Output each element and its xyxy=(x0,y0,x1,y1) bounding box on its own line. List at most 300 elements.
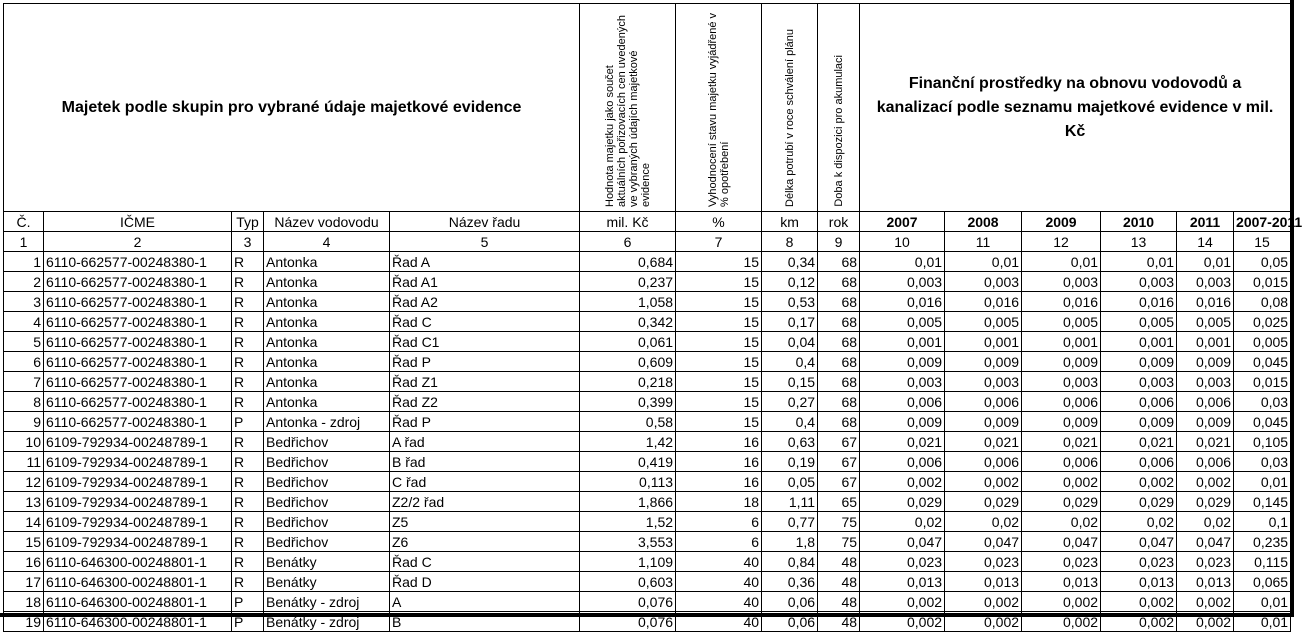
cell-col-delka[interactable]: 0,19 xyxy=(762,452,818,472)
cell-col-2007[interactable]: 0,003 xyxy=(860,372,945,392)
cell-col-2008[interactable]: 0,016 xyxy=(945,292,1022,312)
cell-col-procent[interactable]: 18 xyxy=(676,492,762,512)
cell-col-2011[interactable]: 0,013 xyxy=(1177,572,1234,592)
cell-col-procent[interactable]: 15 xyxy=(676,372,762,392)
cell-col-nazev-vodovodu[interactable]: Antonka xyxy=(264,272,390,292)
cell-col-2008[interactable]: 0,003 xyxy=(945,372,1022,392)
cell-col-cislo[interactable]: 16 xyxy=(4,552,44,572)
cell-col-2011[interactable]: 0,023 xyxy=(1177,552,1234,572)
cell-col-2007[interactable]: 0,009 xyxy=(860,352,945,372)
cell-col-2007-2011[interactable]: 0,03 xyxy=(1234,392,1291,412)
cell-col-2009[interactable]: 0,006 xyxy=(1022,392,1101,412)
cell-col-2007-2011[interactable]: 0,01 xyxy=(1234,472,1291,492)
cell-col-2011[interactable]: 0,002 xyxy=(1177,592,1234,612)
cell-col-2010[interactable]: 0,006 xyxy=(1101,392,1177,412)
cell-col-nazev-vodovodu[interactable]: Bedřichov xyxy=(264,532,390,552)
cell-col-2008[interactable]: 0,009 xyxy=(945,412,1022,432)
cell-col-2007[interactable]: 0,013 xyxy=(860,572,945,592)
cell-col-2011[interactable]: 0,003 xyxy=(1177,372,1234,392)
cell-col-rok[interactable]: 75 xyxy=(818,512,860,532)
cell-col-hodnota[interactable]: 0,399 xyxy=(580,392,676,412)
cell-col-icme[interactable]: 6109-792934-00248789-1 xyxy=(44,472,232,492)
cell-col-typ[interactable]: P xyxy=(232,592,264,612)
cell-col-nazev-radu[interactable]: C řad xyxy=(390,472,580,492)
cell-col-nazev-radu[interactable]: Řad P xyxy=(390,412,580,432)
cell-col-2011[interactable]: 0,002 xyxy=(1177,472,1234,492)
table-row xyxy=(4,412,1291,432)
cell-col-2011[interactable]: 0,003 xyxy=(1177,272,1234,292)
cell-col-2008[interactable]: 0,02 xyxy=(945,512,1022,532)
cell-col-2011[interactable]: 0,002 xyxy=(1177,612,1234,632)
cell-col-2010[interactable]: 0,029 xyxy=(1101,492,1177,512)
cell-col-2011[interactable]: 0,021 xyxy=(1177,432,1234,452)
cell-col-delka[interactable]: 0,06 xyxy=(762,592,818,612)
cell-col-hodnota[interactable]: 0,076 xyxy=(580,592,676,612)
header-wear-note-text: Vyhodnocení stavu majetku vyjádřené v % opotřebení xyxy=(706,12,731,207)
cell-col-typ[interactable]: P xyxy=(232,612,264,632)
cell-col-procent[interactable]: 40 xyxy=(676,592,762,612)
cell-col-cislo[interactable]: 2 xyxy=(4,272,44,292)
cell-col-2009[interactable]: 0,002 xyxy=(1022,472,1101,492)
cell-col-delka[interactable]: 0,4 xyxy=(762,412,818,432)
cell-col-2011[interactable]: 0,005 xyxy=(1177,312,1234,332)
header-col-2008: 2008 xyxy=(945,212,1022,232)
cell-col-hodnota[interactable]: 1,109 xyxy=(580,552,676,572)
cell-col-nazev-radu[interactable]: Řad C xyxy=(390,312,580,332)
cell-col-2010[interactable]: 0,013 xyxy=(1101,572,1177,592)
cell-col-2011[interactable]: 0,029 xyxy=(1177,492,1234,512)
cell-col-2009[interactable]: 0,02 xyxy=(1022,512,1101,532)
cell-col-2007[interactable]: 0,029 xyxy=(860,492,945,512)
cell-col-2008[interactable]: 0,029 xyxy=(945,492,1022,512)
cell-col-2007-2011[interactable]: 0,03 xyxy=(1234,452,1291,472)
cell-col-2007[interactable]: 0,003 xyxy=(860,272,945,292)
cell-col-icme[interactable]: 6109-792934-00248789-1 xyxy=(44,492,232,512)
cell-col-2011[interactable]: 0,009 xyxy=(1177,412,1234,432)
cell-col-icme[interactable]: 6110-646300-00248801-1 xyxy=(44,572,232,592)
cell-col-delka[interactable]: 0,27 xyxy=(762,392,818,412)
cell-col-delka[interactable]: 0,05 xyxy=(762,472,818,492)
cell-col-2007-2011[interactable]: 0,065 xyxy=(1234,572,1291,592)
table-row xyxy=(4,472,1291,492)
cell-col-hodnota[interactable]: 0,609 xyxy=(580,352,676,372)
cell-col-2008[interactable]: 0,009 xyxy=(945,352,1022,372)
cell-col-nazev-vodovodu[interactable]: Antonka xyxy=(264,392,390,412)
cell-col-icme[interactable]: 6109-792934-00248789-1 xyxy=(44,532,232,552)
cell-col-cislo[interactable]: 7 xyxy=(4,372,44,392)
cell-col-2009[interactable]: 0,003 xyxy=(1022,272,1101,292)
cell-col-2007[interactable]: 0,001 xyxy=(860,332,945,352)
cell-col-nazev-radu[interactable]: Řad A1 xyxy=(390,272,580,292)
cell-col-nazev-radu[interactable]: Řad P xyxy=(390,352,580,372)
cell-col-cislo[interactable]: 18 xyxy=(4,592,44,612)
cell-col-nazev-radu[interactable]: Řad A xyxy=(390,252,580,272)
cell-col-procent[interactable]: 6 xyxy=(676,512,762,532)
column-numbers-row xyxy=(4,232,1291,252)
cell-col-2009[interactable]: 0,005 xyxy=(1022,312,1101,332)
cell-col-2008[interactable]: 0,01 xyxy=(945,252,1022,272)
cell-col-typ[interactable]: R xyxy=(232,432,264,452)
cell-col-2007-2011[interactable]: 0,045 xyxy=(1234,352,1291,372)
cell-col-typ[interactable]: R xyxy=(232,532,264,552)
cell-col-2010[interactable]: 0,005 xyxy=(1101,312,1177,332)
cell-col-delka[interactable]: 0,12 xyxy=(762,272,818,292)
cell-col-2007-2011[interactable]: 0,005 xyxy=(1234,332,1291,352)
cell-col-2007[interactable]: 0,01 xyxy=(860,252,945,272)
cell-col-delka[interactable]: 0,17 xyxy=(762,312,818,332)
cell-col-2008[interactable]: 0,021 xyxy=(945,432,1022,452)
cell-col-2009[interactable]: 0,003 xyxy=(1022,372,1101,392)
cell-col-nazev-vodovodu[interactable]: Antonka xyxy=(264,332,390,352)
cell-col-procent[interactable]: 40 xyxy=(676,572,762,592)
cell-col-2007-2011[interactable]: 0,025 xyxy=(1234,312,1291,332)
cell-col-procent[interactable]: 40 xyxy=(676,612,762,632)
cell-col-hodnota[interactable]: 0,061 xyxy=(580,332,676,352)
cell-col-cislo[interactable]: 19 xyxy=(4,612,44,632)
cell-col-2007-2011[interactable]: 0,05 xyxy=(1234,252,1291,272)
cell-col-delka[interactable]: 0,77 xyxy=(762,512,818,532)
cell-col-2009[interactable]: 0,002 xyxy=(1022,612,1101,632)
cell-col-delka[interactable]: 0,84 xyxy=(762,552,818,572)
column-number: 10 xyxy=(860,232,945,252)
cell-col-typ[interactable]: P xyxy=(232,412,264,432)
cell-col-hodnota[interactable]: 0,218 xyxy=(580,372,676,392)
cell-col-rok[interactable]: 67 xyxy=(818,452,860,472)
cell-col-typ[interactable]: R xyxy=(232,292,264,312)
cell-col-icme[interactable]: 6110-662577-00248380-1 xyxy=(44,292,232,312)
cell-col-cislo[interactable]: 9 xyxy=(4,412,44,432)
cell-col-cislo[interactable]: 8 xyxy=(4,392,44,412)
cell-col-icme[interactable]: 6110-662577-00248380-1 xyxy=(44,332,232,352)
cell-col-nazev-vodovodu[interactable]: Bedřichov xyxy=(264,472,390,492)
cell-col-icme[interactable]: 6110-662577-00248380-1 xyxy=(44,412,232,432)
cell-col-icme[interactable]: 6110-662577-00248380-1 xyxy=(44,392,232,412)
cell-col-icme[interactable]: 6110-662577-00248380-1 xyxy=(44,372,232,392)
cell-col-2007[interactable]: 0,009 xyxy=(860,412,945,432)
cell-col-hodnota[interactable]: 0,076 xyxy=(580,612,676,632)
cell-col-nazev-vodovodu[interactable]: Benátky xyxy=(264,572,390,592)
cell-col-cislo[interactable]: 12 xyxy=(4,472,44,492)
cell-col-2010[interactable]: 0,047 xyxy=(1101,532,1177,552)
cell-col-2008[interactable]: 0,002 xyxy=(945,612,1022,632)
cell-col-rok[interactable]: 75 xyxy=(818,532,860,552)
cell-col-rok[interactable]: 48 xyxy=(818,612,860,632)
cell-col-2010[interactable]: 0,02 xyxy=(1101,512,1177,532)
cell-col-rok[interactable]: 68 xyxy=(818,332,860,352)
cell-col-2007-2011[interactable]: 0,01 xyxy=(1234,592,1291,612)
cell-col-typ[interactable]: R xyxy=(232,472,264,492)
cell-col-2008[interactable]: 0,002 xyxy=(945,592,1022,612)
cell-col-procent[interactable]: 16 xyxy=(676,432,762,452)
cell-col-2010[interactable]: 0,003 xyxy=(1101,372,1177,392)
cell-col-rok[interactable]: 67 xyxy=(818,472,860,492)
cell-col-rok[interactable]: 68 xyxy=(818,312,860,332)
cell-col-2010[interactable]: 0,021 xyxy=(1101,432,1177,452)
cell-col-procent[interactable]: 16 xyxy=(676,452,762,472)
cell-col-2007[interactable]: 0,023 xyxy=(860,552,945,572)
cell-col-2007[interactable]: 0,005 xyxy=(860,312,945,332)
cell-col-2008[interactable]: 0,005 xyxy=(945,312,1022,332)
cell-col-icme[interactable]: 6110-646300-00248801-1 xyxy=(44,552,232,572)
cell-col-rok[interactable]: 68 xyxy=(818,372,860,392)
cell-col-typ[interactable]: R xyxy=(232,512,264,532)
cell-col-2009[interactable]: 0,006 xyxy=(1022,452,1101,472)
cell-col-2007[interactable]: 0,002 xyxy=(860,472,945,492)
cell-col-procent[interactable]: 16 xyxy=(676,472,762,492)
cell-col-rok[interactable]: 67 xyxy=(818,432,860,452)
cell-col-nazev-radu[interactable]: A řad xyxy=(390,432,580,452)
cell-col-2008[interactable]: 0,003 xyxy=(945,272,1022,292)
cell-col-typ[interactable]: R xyxy=(232,492,264,512)
cell-col-typ[interactable]: R xyxy=(232,252,264,272)
cell-col-cislo[interactable]: 11 xyxy=(4,452,44,472)
cell-col-nazev-vodovodu[interactable]: Bedřichov xyxy=(264,492,390,512)
cell-col-nazev-radu[interactable]: Z2/2 řad xyxy=(390,492,580,512)
cell-col-2010[interactable]: 0,002 xyxy=(1101,612,1177,632)
cell-col-nazev-radu[interactable]: Řad Z1 xyxy=(390,372,580,392)
cell-col-rok[interactable]: 48 xyxy=(818,552,860,572)
cell-col-2009[interactable]: 0,009 xyxy=(1022,352,1101,372)
header-row-titles xyxy=(4,4,1291,212)
cell-col-cislo[interactable]: 6 xyxy=(4,352,44,372)
cell-col-icme[interactable]: 6110-662577-00248380-1 xyxy=(44,312,232,332)
cell-col-icme[interactable]: 6110-646300-00248801-1 xyxy=(44,612,232,632)
cell-col-2011[interactable]: 0,01 xyxy=(1177,252,1234,272)
cell-col-rok[interactable]: 68 xyxy=(818,292,860,312)
cell-col-procent[interactable]: 40 xyxy=(676,552,762,572)
cell-col-2009[interactable]: 0,001 xyxy=(1022,332,1101,352)
cell-col-hodnota[interactable]: 0,684 xyxy=(580,252,676,272)
cell-col-cislo[interactable]: 3 xyxy=(4,292,44,312)
cell-col-rok[interactable]: 68 xyxy=(818,252,860,272)
cell-col-procent[interactable]: 15 xyxy=(676,292,762,312)
cell-col-nazev-vodovodu[interactable]: Benátky xyxy=(264,552,390,572)
cell-col-2010[interactable]: 0,016 xyxy=(1101,292,1177,312)
cell-col-nazev-radu[interactable]: Řad A2 xyxy=(390,292,580,312)
cell-col-2009[interactable]: 0,047 xyxy=(1022,532,1101,552)
cell-col-2011[interactable]: 0,047 xyxy=(1177,532,1234,552)
header-col-icme: IČME xyxy=(44,212,232,232)
cell-col-procent[interactable]: 6 xyxy=(676,532,762,552)
cell-col-nazev-vodovodu[interactable]: Antonka xyxy=(264,312,390,332)
cell-col-hodnota[interactable]: 0,58 xyxy=(580,412,676,432)
cell-col-hodnota[interactable]: 1,866 xyxy=(580,492,676,512)
cell-col-2009[interactable]: 0,013 xyxy=(1022,572,1101,592)
cell-col-2010[interactable]: 0,001 xyxy=(1101,332,1177,352)
cell-col-icme[interactable]: 6109-792934-00248789-1 xyxy=(44,432,232,452)
header-col-2011: 2011 xyxy=(1177,212,1234,232)
cell-col-2008[interactable]: 0,023 xyxy=(945,552,1022,572)
cell-col-procent[interactable]: 15 xyxy=(676,412,762,432)
cell-col-2007-2011[interactable]: 0,045 xyxy=(1234,412,1291,432)
cell-col-2010[interactable]: 0,006 xyxy=(1101,452,1177,472)
cell-col-typ[interactable]: R xyxy=(232,552,264,572)
cell-col-typ[interactable]: R xyxy=(232,572,264,592)
cell-col-2007[interactable]: 0,047 xyxy=(860,532,945,552)
cell-col-cislo[interactable]: 17 xyxy=(4,572,44,592)
cell-col-2011[interactable]: 0,016 xyxy=(1177,292,1234,312)
cell-col-2009[interactable]: 0,023 xyxy=(1022,552,1101,572)
cell-col-delka[interactable]: 1,8 xyxy=(762,532,818,552)
cell-col-nazev-radu[interactable]: Řad C1 xyxy=(390,332,580,352)
cell-col-typ[interactable]: R xyxy=(232,332,264,352)
cell-col-cislo[interactable]: 13 xyxy=(4,492,44,512)
cell-col-delka[interactable]: 0,63 xyxy=(762,432,818,452)
cell-col-2010[interactable]: 0,009 xyxy=(1101,412,1177,432)
cell-col-nazev-vodovodu[interactable]: Antonka xyxy=(264,352,390,372)
cell-col-procent[interactable]: 15 xyxy=(676,272,762,292)
cell-col-cislo[interactable]: 14 xyxy=(4,512,44,532)
cell-col-nazev-radu[interactable]: B řad xyxy=(390,452,580,472)
cell-col-2007[interactable]: 0,02 xyxy=(860,512,945,532)
cell-col-hodnota[interactable]: 1,058 xyxy=(580,292,676,312)
cell-col-hodnota[interactable]: 1,42 xyxy=(580,432,676,452)
cell-col-typ[interactable]: R xyxy=(232,352,264,372)
cell-col-2009[interactable]: 0,029 xyxy=(1022,492,1101,512)
cell-col-2007-2011[interactable]: 0,1 xyxy=(1234,512,1291,532)
asset-table xyxy=(3,3,1302,632)
cell-col-2011[interactable]: 0,006 xyxy=(1177,452,1234,472)
cell-col-procent[interactable]: 15 xyxy=(676,312,762,332)
cell-col-2007[interactable]: 0,002 xyxy=(860,612,945,632)
cell-col-2008[interactable]: 0,047 xyxy=(945,532,1022,552)
cell-col-2007-2011[interactable]: 0,105 xyxy=(1234,432,1291,452)
cell-col-delka[interactable]: 0,36 xyxy=(762,572,818,592)
cell-col-rok[interactable]: 48 xyxy=(818,572,860,592)
cell-col-rok[interactable]: 68 xyxy=(818,352,860,372)
cell-col-2007-2011[interactable]: 0,015 xyxy=(1234,372,1291,392)
cell-col-2010[interactable]: 0,023 xyxy=(1101,552,1177,572)
header-col-2007-2011: 2007-2011 xyxy=(1234,212,1291,232)
cell-col-nazev-radu[interactable]: B xyxy=(390,612,580,632)
cell-col-2009[interactable]: 0,01 xyxy=(1022,252,1101,272)
cell-col-nazev-radu[interactable]: Řad D xyxy=(390,572,580,592)
cell-col-nazev-radu[interactable]: A xyxy=(390,592,580,612)
cell-col-2007-2011[interactable]: 0,015 xyxy=(1234,272,1291,292)
cell-col-delka[interactable]: 0,4 xyxy=(762,352,818,372)
cell-col-hodnota[interactable]: 1,52 xyxy=(580,512,676,532)
header-col-rok: rok xyxy=(818,212,860,232)
cell-col-rok[interactable]: 68 xyxy=(818,412,860,432)
cell-col-cislo[interactable]: 1 xyxy=(4,252,44,272)
cell-col-2009[interactable]: 0,016 xyxy=(1022,292,1101,312)
cell-col-hodnota[interactable]: 0,603 xyxy=(580,572,676,592)
cell-col-2008[interactable]: 0,002 xyxy=(945,472,1022,492)
cell-col-procent[interactable]: 15 xyxy=(676,392,762,412)
cell-col-hodnota[interactable]: 0,419 xyxy=(580,452,676,472)
cell-col-cislo[interactable]: 4 xyxy=(4,312,44,332)
cell-col-delka[interactable]: 0,34 xyxy=(762,252,818,272)
cell-col-2007[interactable]: 0,016 xyxy=(860,292,945,312)
column-number: 12 xyxy=(1022,232,1101,252)
cell-col-2008[interactable]: 0,006 xyxy=(945,392,1022,412)
cell-col-2010[interactable]: 0,002 xyxy=(1101,472,1177,492)
cell-col-rok[interactable]: 65 xyxy=(818,492,860,512)
cell-col-2007[interactable]: 0,006 xyxy=(860,452,945,472)
cell-col-icme[interactable]: 6110-662577-00248380-1 xyxy=(44,352,232,372)
cell-col-nazev-radu[interactable]: Z6 xyxy=(390,532,580,552)
cell-col-typ[interactable]: R xyxy=(232,272,264,292)
cell-col-procent[interactable]: 15 xyxy=(676,332,762,352)
cell-col-2007[interactable]: 0,006 xyxy=(860,392,945,412)
cell-col-2008[interactable]: 0,013 xyxy=(945,572,1022,592)
cell-col-nazev-radu[interactable]: Z5 xyxy=(390,512,580,532)
cell-col-icme[interactable]: 6109-792934-00248789-1 xyxy=(44,452,232,472)
cell-col-nazev-vodovodu[interactable]: Antonka xyxy=(264,252,390,272)
cell-col-delka[interactable]: 0,06 xyxy=(762,612,818,632)
cell-col-hodnota[interactable]: 0,342 xyxy=(580,312,676,332)
cell-col-2009[interactable]: 0,009 xyxy=(1022,412,1101,432)
cell-col-2007-2011[interactable]: 0,08 xyxy=(1234,292,1291,312)
cell-col-cislo[interactable]: 5 xyxy=(4,332,44,352)
cell-col-nazev-vodovodu[interactable]: Bedřichov xyxy=(264,512,390,532)
cell-col-nazev-vodovodu[interactable]: Antonka xyxy=(264,292,390,312)
cell-col-icme[interactable]: 6110-662577-00248380-1 xyxy=(44,272,232,292)
cell-col-icme[interactable]: 6110-662577-00248380-1 xyxy=(44,252,232,272)
cell-col-2009[interactable]: 0,021 xyxy=(1022,432,1101,452)
cell-col-2011[interactable]: 0,006 xyxy=(1177,392,1234,412)
cell-col-rok[interactable]: 48 xyxy=(818,592,860,612)
cell-col-delka[interactable]: 0,04 xyxy=(762,332,818,352)
column-number: 11 xyxy=(945,232,1022,252)
cell-col-hodnota[interactable]: 0,237 xyxy=(580,272,676,292)
cell-col-2007[interactable]: 0,002 xyxy=(860,592,945,612)
cell-col-2011[interactable]: 0,001 xyxy=(1177,332,1234,352)
cell-col-delka[interactable]: 0,53 xyxy=(762,292,818,312)
cell-col-hodnota[interactable]: 0,113 xyxy=(580,472,676,492)
cell-col-typ[interactable]: R xyxy=(232,372,264,392)
cell-col-rok[interactable]: 68 xyxy=(818,392,860,412)
cell-col-nazev-vodovodu[interactable]: Antonka - zdroj xyxy=(264,412,390,432)
cell-col-2007[interactable]: 0,021 xyxy=(860,432,945,452)
cell-col-2011[interactable]: 0,009 xyxy=(1177,352,1234,372)
cell-col-2007-2011[interactable]: 0,115 xyxy=(1234,552,1291,572)
cell-col-icme[interactable]: 6110-646300-00248801-1 xyxy=(44,592,232,612)
cell-col-nazev-vodovodu[interactable]: Bedřichov xyxy=(264,452,390,472)
cell-col-procent[interactable]: 15 xyxy=(676,352,762,372)
cell-col-2010[interactable]: 0,009 xyxy=(1101,352,1177,372)
cell-col-nazev-vodovodu[interactable]: Benátky - zdroj xyxy=(264,612,390,632)
cell-col-2007-2011[interactable]: 0,235 xyxy=(1234,532,1291,552)
cell-col-delka[interactable]: 1,11 xyxy=(762,492,818,512)
cell-col-cislo[interactable]: 10 xyxy=(4,432,44,452)
cell-col-2011[interactable]: 0,02 xyxy=(1177,512,1234,532)
cell-col-typ[interactable]: R xyxy=(232,392,264,412)
cell-col-nazev-vodovodu[interactable]: Bedřichov xyxy=(264,432,390,452)
cell-col-hodnota[interactable]: 3,553 xyxy=(580,532,676,552)
cell-col-2010[interactable]: 0,01 xyxy=(1101,252,1177,272)
column-number: 8 xyxy=(762,232,818,252)
cell-col-procent[interactable]: 15 xyxy=(676,252,762,272)
cell-col-2010[interactable]: 0,003 xyxy=(1101,272,1177,292)
cell-col-delka[interactable]: 0,15 xyxy=(762,372,818,392)
cell-col-nazev-radu[interactable]: Řad Z2 xyxy=(390,392,580,412)
cell-col-rok[interactable]: 68 xyxy=(818,272,860,292)
cell-col-2007-2011[interactable]: 0,145 xyxy=(1234,492,1291,512)
cell-col-nazev-vodovodu[interactable]: Benátky - zdroj xyxy=(264,592,390,612)
cell-col-typ[interactable]: R xyxy=(232,312,264,332)
cell-col-icme[interactable]: 6109-792934-00248789-1 xyxy=(44,512,232,532)
cell-col-2009[interactable]: 0,002 xyxy=(1022,592,1101,612)
cell-col-cislo[interactable]: 15 xyxy=(4,532,44,552)
cell-col-typ[interactable]: R xyxy=(232,452,264,472)
cell-col-nazev-radu[interactable]: Řad C xyxy=(390,552,580,572)
cell-col-nazev-vodovodu[interactable]: Antonka xyxy=(264,372,390,392)
cell-col-2007-2011[interactable]: 0,01 xyxy=(1234,612,1291,632)
cell-col-2008[interactable]: 0,006 xyxy=(945,452,1022,472)
cell-col-2010[interactable]: 0,002 xyxy=(1101,592,1177,612)
cell-col-2008[interactable]: 0,001 xyxy=(945,332,1022,352)
